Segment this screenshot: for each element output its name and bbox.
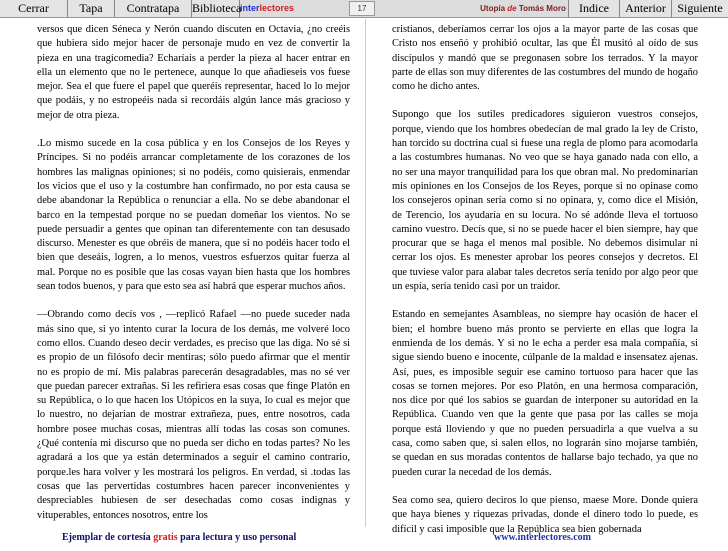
brand-logo [240, 0, 295, 17]
footer-left-a: Ejemplar de cortesía [62, 532, 151, 543]
footer-courtesy-note [62, 532, 296, 543]
right-paragraph-2: Supongo que los sutiles predicadores siguieron vuestros consejos, porque, viendo que los hombres obedecían de mal grado la ley de Cristo, han torcido su doctrina cual si fuese una regla de plomo para acomodarla a las costumbres humanas. No veo que se haya ganado nada con ello, a no ser una mayor tranquilidad para los que obran mal. No predominarían mis opiniones en los Consejos de los Reyes, porque si no opinase como los consejeros opinan sería como si no opinara, y, como dice el Misión, de Terencio, los ayudaría en su locura. No sé adónde lleva el tortuoso camino vuestro. Decís que, si no se puede hacer el bien siempre, hay que procurar que se haga el menos mal posible. No debemos disimular ni cerrar los ojos. Es menester aprobar los peores consejos y decretos. El que tuviese valor para alabar tales decretos sería tenido por algo peor que un espía, sería tenido casi por un traidor. [392, 109, 698, 293]
book-title [478, 0, 568, 17]
left-paragraph-2: .Lo mismo sucede en la cosa pública y en los Consejos de los Reyes y Príncipes. Si no podéis arrancar completamente de los corazones de los hombres las malignas opiniones; si no podéis, como quisierais, enmendar los vicios que el uso y la costumbre han confirmado, no por esta causa se debe abandonar la República o renunciar a ella. No se debe abandonar el barco en la tempestad porque no se puedan domeñar los vientos. No se puede persuadir a gentes que opinan tan diferentemente con tan desusado discurso. Menester es que obréis de manera, que si no podéis hacer todo el bien que deseáis, logren, a lo menos, vuestros esfuerzos quitar fuerza al mal. Porque no es posible que las cosas vayan bien hasta que los hombres sean todos buenos, y para que esto sea así habrá que esperar muchos años. [37, 138, 350, 293]
left-paragraph-1: versos que dicen Séneca y Nerón cuando discuten en Octavia, ¿no creéis que hubiera sido mejor hacer de personaje mudo en vez de convertir la pieza en una tragicomedia? Echaríais a perder la pieza al hacer entrar en ella un elemento que no le pertenece, aunque lo que añadieseis vos fuese mejor. Sea el que fuere el papel que queréis representar, haced lo lo mejor que podáis, y no estropeéis nada si recordáis algún lance más gracioso y mejor de otra pieza. [37, 24, 350, 121]
footer-gratis: gratis [153, 532, 178, 543]
book-title-b: Tomás Moro [518, 4, 566, 13]
siguiente-button[interactable]: Siguiente [672, 0, 728, 17]
biblioteca-button[interactable]: Biblioteca [192, 1, 242, 15]
left-column [37, 23, 350, 537]
column-divider [365, 19, 366, 527]
right-paragraph-1: cristianos, deberíamos cerrar los ojos a la mayor parte de las cosas que Cristo nos enseñó y prohibió ocultar, las que Él musitó al oído de sus discípulos y mandó que se pregonasen sobre los terrados. Y la mayor parte de ellas son muy diferentes de las costumbres del mundo de hogaño como he dicho antes. [392, 24, 698, 93]
tapa-button[interactable]: Tapa [68, 0, 115, 17]
contratapa-button[interactable]: Contratapa [115, 0, 192, 17]
right-column [392, 23, 698, 551]
cerrar-button[interactable]: Cerrar [0, 0, 68, 17]
brand-text-b: lectores [259, 3, 295, 13]
anterior-button[interactable]: Anterior [620, 0, 672, 17]
brand-text-a: inter [240, 3, 260, 13]
left-paragraph-3: —Obrando como decís vos , —replicó Rafael —no puede suceder nada más sino que, si yo intento curar la locura de los demás, me volveré loco como ellos. Cuando deseo decir verdades, es preciso que las diga. No sé si es propio de un filósofo decir mentiras; sólo puedo afirmar que el mentir no es propio de mí. Mis palabras parecerán desagradables, mas no sé ver que puedan parecer extrañas. Si les refiriera esas cosas que finge Platón en su República, o lo que hacen los Utópicos en la suya, lo cual es mejor que lo nuestro, no dejarían de mostrar extrañeza, pues, entre nosotros, cada hombre posee muchas cosas, mientras allí todas las cosas son comunes. ¿Qué contenía mi discurso que no pueda ser dicho en todas partes? No les agradará a los que ya están determinados a seguir el camino contrario, porque.les hara volver y les mostrará los peligros. En verdad, si .todas las cosas que las pervertidas costumbres hacen parecer inconvenientes y despreciables hubiesen de ser desechadas como cosas indignas y vituperables, entonces nosotros, entre los [37, 309, 350, 521]
book-title-de: de [507, 4, 517, 13]
right-paragraph-4: Sea como sea, quiero deciros lo que pienso, maese More. Donde quiera que haya bienes y riquezas privadas, donde el dinero todo lo puede, es difícil y casi imposible que la República sea bien gobernada [392, 494, 698, 535]
indice-button[interactable]: Indice [568, 0, 620, 17]
book-title-a: Utopía [480, 4, 506, 13]
right-paragraph-3: Estando en semejantes Asambleas, no siempre hay ocasión de hacer el bien; el hombre bueno más pronto se pervierte en ellas que logra la enmienda de los demás. Y si no le echa a perder esa mala compañía, si sigue siendo bueno e inocente, cúlpanle de la maldad e insensatez ajenas. Así, pues, es imposible seguir ese camino tortuoso para hacer que las cosas se tornen mejores. Por eso Platón, en una hermosa comparación, nos dice por qué los sabios se guardan de interponer su autoridad en la República. Cuando ven que la gente que pasa por las calles se moja porque está lloviendo y que no pueden persuadirla a que vuelva a su casa, como saben que, si salen ellos, no lograrán sino mojarse también, se quedan en sus moradas contentos de hallarse bajo techado, ya que no pueden curar la necedad de los demás. [392, 309, 698, 478]
page-number: 17 [349, 1, 375, 16]
toolbar [0, 0, 728, 18]
footer-website-link[interactable]: www.interlectores.com [494, 532, 592, 543]
footer-left-b: para lectura y uso personal [180, 532, 297, 543]
